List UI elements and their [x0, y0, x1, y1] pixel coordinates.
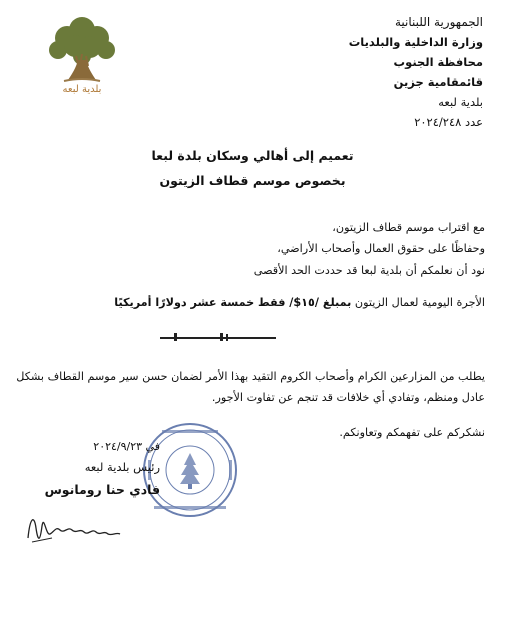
body-line-1: مع اقتراب موسم قطاف الزيتون،	[332, 221, 485, 234]
body-line-closing: نشكركم على تفهمكم وتعاونكم.	[339, 426, 485, 439]
body-line-2: وحفاظًا على حقوق العمال وأصحاب الأراضي،	[277, 242, 485, 255]
circular-title: تعميم إلى أهالي وسكان بلدة لبعا	[151, 148, 354, 163]
header-republic: الجمهورية اللبنانية	[394, 15, 483, 29]
body-line-3: نود أن نعلمكم أن بلدية لبعا قد حددت الحد الأقصى	[253, 264, 485, 277]
header-reference-number: عدد ٢٠٢٤/٢٤٨	[414, 115, 483, 129]
header-ministry: وزارة الداخلية والبلديات	[348, 35, 483, 49]
body-line-5: يطلب من المزارعين الكرام وأصحاب الكروم التقيد بهذا الأمر لضمان حسن سير موسم القطاف بشكل	[16, 370, 485, 383]
header-governorate: محافظة الجنوب	[393, 55, 483, 69]
logo-caption: بلدية لبعه	[62, 84, 102, 95]
signatory-name: فادي حنا رومانوس	[44, 482, 160, 497]
header-district: قائمقامية جزين	[393, 75, 483, 89]
body-line-6: عادل ومنظم، وتفادي أي خلافات قد تنجم عن تفاوت الأجور.	[211, 391, 485, 404]
signature-block	[30, 440, 160, 504]
circular-subject: بخصوص موسم قطاف الزيتون	[159, 173, 346, 188]
header-municipality: بلدية لبعه	[438, 95, 483, 109]
letterhead	[293, 12, 483, 132]
handwritten-signature	[22, 508, 122, 548]
signing-date: في ٢٠٢٤/٩/٢٣	[93, 440, 160, 453]
wage-text: الأجرة اليومية لعمال الزيتون	[351, 296, 485, 309]
signatory-title: رئيس بلدية لبعه	[84, 460, 160, 474]
redacted-line	[160, 333, 276, 343]
body-line-wage	[114, 296, 485, 309]
wage-amount: بمبلغ /١٥$/ فقط خمسة عشر دولارًا أمريكيًا	[114, 296, 352, 309]
